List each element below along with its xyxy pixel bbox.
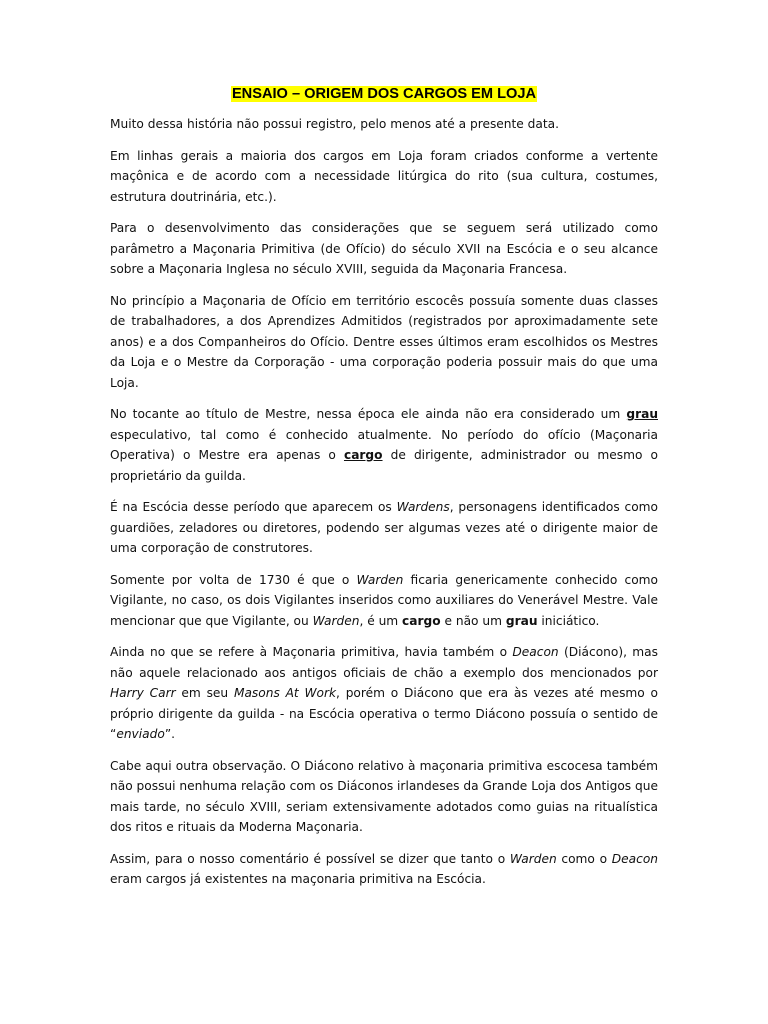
document-page [110,84,658,901]
title-block [110,84,658,104]
paragraph-8 [110,642,658,745]
term-deacon: Deacon [512,645,559,659]
emphasis-grau: grau [626,407,658,421]
term-warden: Warden [356,572,404,587]
text-run: ficaria genericamente conhecido como Vigilante, no caso, os dois Vigilantes inseridos como auxiliares do Venerável Mestre. Vale mencionar que que Vigilante, ou [110,572,658,628]
term-warden: Warden [312,613,360,628]
text-run: iniciático. [537,613,600,628]
text-run: , é um [359,613,403,628]
text-run: de dirigente, administrador ou mesmo o proprietário da guilda. [110,448,658,483]
text-run: e não um [440,613,506,628]
book-title: Masons At Work [233,686,337,700]
author-name: Harry Carr [110,686,176,700]
text-run: ”. [164,727,176,741]
text-run: Somente por volta de 1730 é que o [110,572,357,587]
term-wardens: Wardens [396,500,450,514]
text-run: , personagens identificados como guardiões, zeladores ou diretores, podendo ser algumas vezes até o dirigente maior de uma corporação de construtores. [110,500,658,555]
paragraph-5 [110,404,658,486]
paragraph-1: Muito dessa história não possui registro, pelo menos até a presente data. [110,117,559,131]
paragraph-3: Para o desenvolvimento das considerações que se seguem será utilizado como parâmetro a Maçonaria Primitiva (de Ofício) do século XVII na Escócia e o seu alcance sobre a Maçonaria Inglesa no século XVIII, seguida da Maçonaria Francesa. [110,221,658,276]
text-run: , porém o Diácono que era às vezes até mesmo o próprio dirigente da guilda - na Escócia operativa o termo Diácono possuía o sentido de “ [110,686,658,741]
text-run: especulativo, tal como é conhecido atualmente. No período do ofício (Maçonaria Operativa) o Mestre era apenas o [110,427,658,462]
emphasis-grau: grau [505,613,538,628]
text-run: Assim, para o nosso comentário é possível se dizer que tanto o [110,851,510,866]
paragraph-7 [110,570,658,632]
text-run: É na Escócia desse período que aparecem os [110,500,397,514]
paragraph-2: Em linhas gerais a maioria dos cargos em Loja foram criados conforme a vertente maçônica e de acordo com a necessidade litúrgica do rito (sua cultura, costumes, estrutura doutrinária, etc.). [110,148,658,204]
text-run: em seu [175,686,234,700]
document-title: ENSAIO – ORIGEM DOS CARGOS EM LOJA [231,86,537,102]
paragraph-6 [110,497,658,559]
text-run: eram cargos já existentes na maçonaria primitiva na Escócia. [110,872,486,886]
term-enviado: enviado [116,727,165,741]
text-run: como o [556,851,612,866]
text-run: No tocante ao título de Mestre, nessa época ele ainda não era considerado um [110,407,627,421]
emphasis-cargo: cargo [343,448,383,462]
term-deacon: Deacon [611,851,658,866]
text-run: (Diácono), mas não aquele relacionado aos antigos oficiais de chão a exemplo dos mencionados por [110,645,658,680]
paragraph-9: Cabe aqui outra observação. O Diácono relativo à maçonaria primitiva escocesa também não possui nenhuma relação com os Diáconos irlandeses da Grande Loja dos Antigos que mais tarde, no século XVIII, seriam extensivamente adotados como guias na ritualística dos ritos e rituais da Moderna Maçonaria. [110,758,658,834]
paragraph-4: No princípio a Maçonaria de Ofício em território escocês possuía somente duas classes de trabalhadores, a dos Aprendizes Admitidos (registrados por aproximadamente sete anos) e a dos Companheiros do Ofício. Dentre esses últimos eram escolhidos os Mestres da Loja e o Mestre da Corporação - uma corporação poderia possuir mais do que uma Loja. [110,293,658,390]
text-run: Ainda no que se refere à Maçonaria primitiva, havia também o [110,645,513,659]
paragraph-10 [110,849,658,890]
term-warden: Warden [509,851,557,866]
emphasis-cargo: cargo [402,613,441,628]
